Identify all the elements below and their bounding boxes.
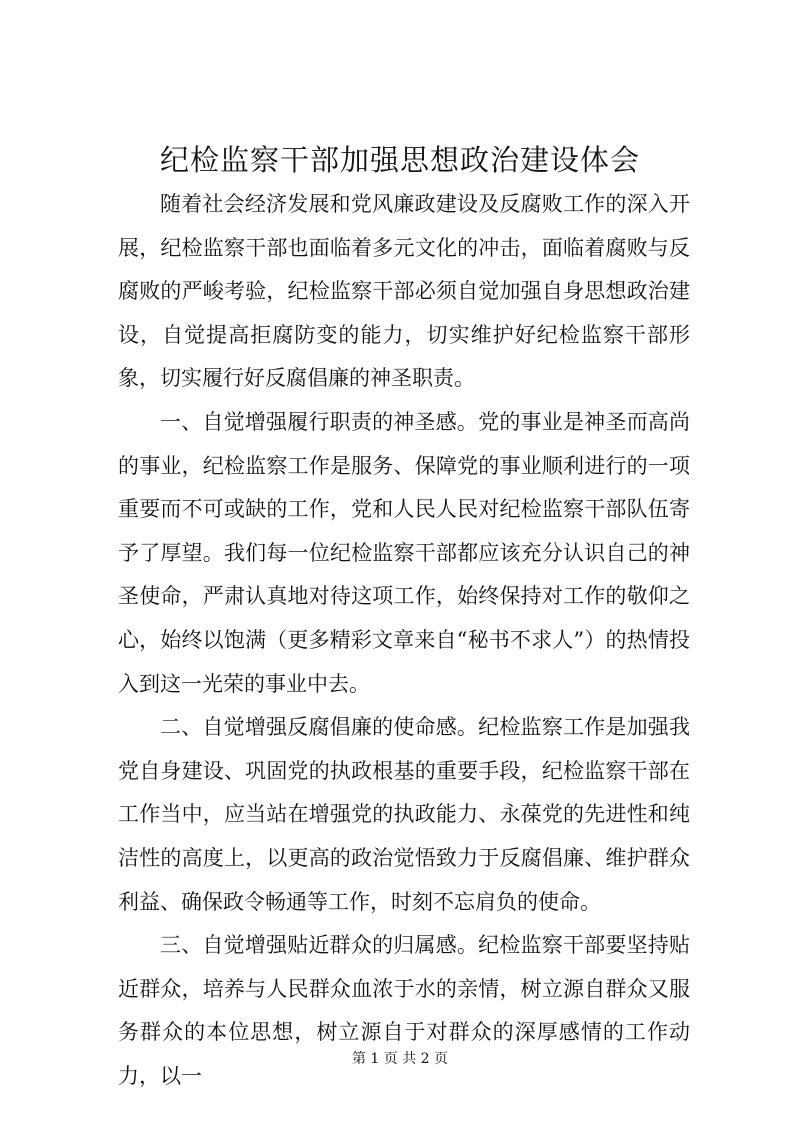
paragraph-section-1: 一、自觉增强履行职责的神圣感。党的事业是神圣而高尚的事业，纪检监察工作是服务、保障党的事业顺利进行的一项重要而不可或缺的工作，党和人民人民对纪检监察干部队伍寄予了厚望。我们每一位纪检监察干部都应该充分认识自己的神圣使命，严肃认真地对待这项工作，始终保持对工作的敬仰之心，始终以饱满（更多精彩文章来自“秘书不求人”）的热情投入到这一光荣的事业中去。 <box>118 409 690 696</box>
paragraph-section-2: 二、自觉增强反腐倡廉的使命感。纪检监察工作是加强我党自身建设、巩固党的执政根基的重要手段，纪检监察干部在工作当中，应当站在增强党的执政能力、永葆党的先进性和纯洁性的高度上，以更高的政治觉悟致力于反腐倡廉、维护群众利益、确保政令畅通等工作，时刻不忘肩负的使命。 <box>118 715 690 914</box>
paragraph-intro: 随着社会经济发展和党风廉政建设及反腐败工作的深入开展，纪检监察干部也面临着多元文化的冲击，面临着腐败与反腐败的严峻考验，纪检监察干部必须自觉加强自身思想政治建设，自觉提高拒腐防变的能力，切实维护好纪检监察干部形象，切实履行好反腐倡廉的神圣职责。 <box>118 192 690 391</box>
document-body <box>118 183 690 1098</box>
document-title: 纪检监察干部加强思想政治建设体会 <box>159 143 640 177</box>
paragraph-section-3: 三、自觉增强贴近群众的归属感。纪检监察干部要坚持贴近群众，培养与人民群众血浓于水的亲情，树立源自群众又服务群众的本位思想，树立源自于对群众的深厚感情的工作动力，以一 <box>118 933 690 1088</box>
page-footer: 第 1 页 共 2 页 <box>351 1051 449 1067</box>
